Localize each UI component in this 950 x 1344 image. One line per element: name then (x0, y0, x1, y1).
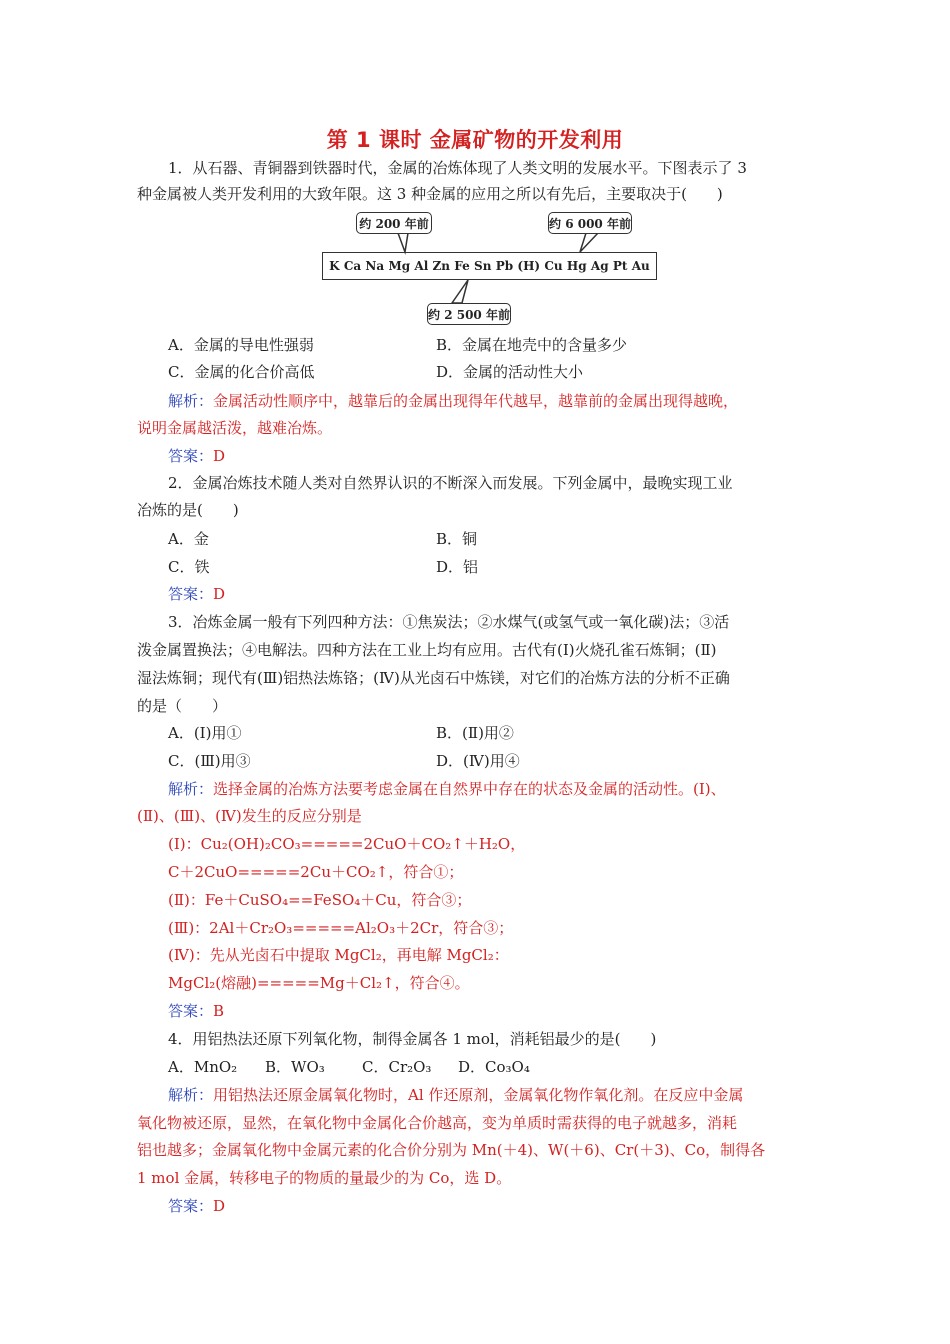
metal-sn: Sn (474, 259, 492, 273)
metal-activity-series (322, 252, 657, 280)
metal-ag: Ag (590, 259, 609, 273)
q3-stem-line1: 3．冶炼金属一般有下列四种方法：①焦炭法；②水煤气(或氢气或一氧化碳)法；③活 (168, 613, 730, 631)
callout-bottom: 约 2 500 年前 (427, 303, 511, 325)
q2-option-c: C．铁 (168, 558, 210, 576)
q4-analysis-line2: 氧化物被还原，显然，在氧化物中金属化合价越高，变为单质时需获得的电子就越多，消耗 (137, 1114, 738, 1132)
q3-answer (168, 1001, 848, 1021)
q3-option-d: D．(Ⅳ)用④ (436, 752, 520, 770)
metal-k: K (329, 259, 340, 273)
q3-option-c: C．(Ⅲ)用③ (168, 752, 251, 770)
q1-option-c: C．金属的化合价高低 (168, 363, 315, 381)
q4-analysis-line1 (168, 1085, 817, 1105)
callout-left: 约 200 年前 (356, 212, 432, 234)
q3-analysis-line2: (Ⅱ)、(Ⅲ)、(Ⅳ)发生的反应分别是 (137, 807, 362, 825)
callout-right-pointer (580, 233, 598, 252)
callout-left-pointer (398, 233, 408, 252)
q3-equation-2: C＋2CuO=====2Cu＋CO₂↑，符合①； (168, 863, 464, 881)
metal-mg: Mg (388, 259, 411, 273)
q3-equation-4: (Ⅲ)：2Al＋Cr₂O₃=====Al₂O₃＋2Cr，符合③； (168, 919, 514, 937)
q4-option-c: C．Cr₂O₃ (362, 1058, 432, 1076)
q2-stem-line2: 冶炼的是( ) (137, 501, 239, 519)
metal-pt: Pt (612, 259, 628, 273)
q3-option-b: B．(Ⅱ)用② (436, 724, 514, 742)
q4-stem-line1: 4．用铝热法还原下列氧化物，制得金属各 1 mol，消耗铝最少的是( ) (168, 1030, 657, 1048)
q2-answer-value: D (213, 585, 226, 603)
metal-fe: Fe (454, 259, 470, 273)
q2-option-a: A．金 (168, 530, 209, 548)
metal-zn: Zn (432, 259, 451, 273)
q4-answer-label: 答案： (168, 1197, 214, 1215)
metal-hg: Hg (566, 259, 587, 273)
metal-al: Al (414, 259, 429, 273)
callout-bottom-pointer (452, 280, 468, 303)
q4-analysis-text: 用铝热法还原金属氧化物时，Al 作还原剂，金属氧化物作氧化剂。在反应中金属 (213, 1086, 744, 1104)
q1-answer (168, 446, 848, 466)
diagram-connectors (0, 0, 950, 340)
q1-answer-label: 答案： (168, 447, 214, 465)
q1-option-b: B．金属在地壳中的含量多少 (436, 336, 628, 354)
q1-stem-line1: 1．从石器、青铜器到铁器时代，金属的冶炼体现了人类文明的发展水平。下图表示了 3 (168, 159, 747, 177)
metal-na: Na (365, 259, 385, 273)
q1-analysis-line2: 说明金属越活泼，越难冶炼。 (137, 419, 333, 437)
metal-ca: Ca (343, 259, 362, 273)
q1-option-a: A．金属的导电性强弱 (168, 336, 314, 354)
q3-analysis-text: 选择金属的冶炼方法要考虑金属在自然界中存在的状态及金属的活动性。(Ⅰ)、 (213, 780, 726, 798)
q3-equation-5: (Ⅳ)：先从光卤石中提取 MgCl₂，再电解 MgCl₂： (168, 946, 509, 964)
q2-stem-line1: 2．金属冶炼技术随人类对自然界认识的不断深入而发展。下列金属中，最晚实现工业 (168, 474, 733, 492)
q3-analysis-label: 解析： (168, 780, 214, 798)
q4-analysis-line3: 铝也越多；金属氧化物中金属元素的化合价分别为 Mn(＋4)、W(＋6)、Cr(＋3)、Co，制得各 (137, 1141, 766, 1159)
q2-option-b: B．铜 (436, 530, 478, 548)
q3-answer-label: 答案： (168, 1002, 214, 1020)
q4-answer (168, 1196, 848, 1216)
q4-answer-value: D (213, 1197, 226, 1215)
q3-equation-1: (Ⅰ)：Cu₂(OH)₂CO₃=====2CuO＋CO₂↑＋H₂O， (168, 835, 526, 853)
q4-option-d: D．Co₃O₄ (458, 1058, 530, 1076)
q2-option-d: D．铝 (436, 558, 479, 576)
q3-option-a: A．(Ⅰ)用① (168, 724, 242, 742)
q3-equation-6: MgCl₂(熔融)=====Mg＋Cl₂↑，符合④。 (168, 974, 470, 992)
metal-cu: Cu (544, 259, 563, 273)
q4-analysis-label: 解析： (168, 1086, 214, 1104)
metal-pb: Pb (495, 259, 514, 273)
q2-answer-label: 答案： (168, 585, 214, 603)
q3-stem-line2: 泼金属置换法；④电解法。四种方法在工业上均有应用。古代有(Ⅰ)火烧孔雀石炼铜；(Ⅱ) (137, 641, 717, 659)
metal-h: (H) (517, 259, 541, 273)
q1-option-d: D．金属的活动性大小 (436, 363, 584, 381)
q4-analysis-line4: 1 mol 金属，转移电子的物质的量最少的为 Co，选 D。 (137, 1169, 512, 1187)
q3-analysis-line1 (168, 779, 817, 799)
q1-analysis-label: 解析： (168, 392, 214, 410)
q4-option-a: A．MnO₂ (168, 1058, 238, 1076)
q3-stem-line3: 湿法炼铜；现代有(Ⅲ)铝热法炼铬；(Ⅳ)从光卤石中炼镁，对它们的冶炼方法的分析不正确 (137, 669, 730, 687)
q3-stem-line4: 的是（ ） (137, 697, 228, 715)
q4-option-b: B．WO₃ (265, 1058, 325, 1076)
q3-answer-value: B (213, 1002, 225, 1020)
q1-answer-value: D (213, 447, 226, 465)
q3-equation-3: (Ⅱ)：Fe＋CuSO₄==FeSO₄＋Cu，符合③； (168, 891, 472, 909)
callout-right: 约 6 000 年前 (548, 212, 632, 234)
metal-au: Au (631, 259, 650, 273)
q1-analysis-text: 金属活动性顺序中，越靠后的金属出现得年代越早，越靠前的金属出现得越晚， (213, 392, 739, 410)
q1-analysis-line1 (168, 391, 817, 411)
q1-stem-line2: 种金属被人类开发利用的大致年限。这 3 种金属的应用之所以有先后，主要取决于( ) (137, 185, 723, 203)
q2-answer (168, 584, 848, 604)
page-title: 第 1 课时 金属矿物的开发利用 (326, 128, 624, 152)
